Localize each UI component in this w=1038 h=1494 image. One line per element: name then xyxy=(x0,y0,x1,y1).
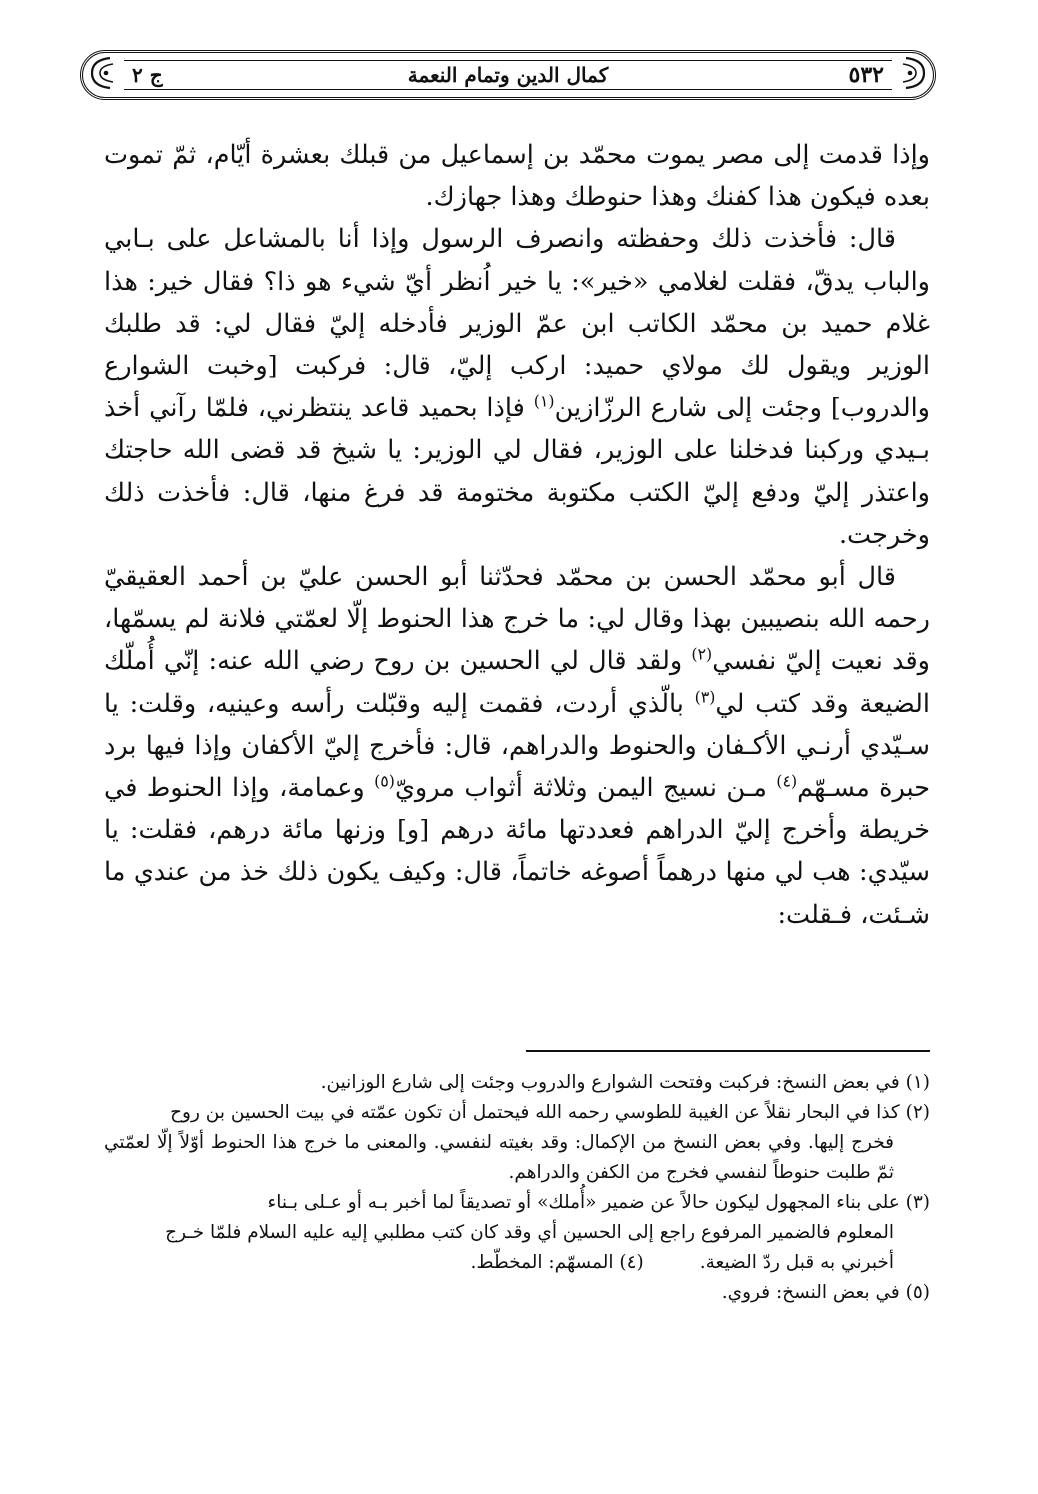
footnote-text: (٣) على بناء المجهول ليكون حالاً عن ضمير «أُملك» أو تصديقاً لما أخبر بـه أو عـلى بـناء xyxy=(267,1192,930,1213)
footnote-line: أوّلاً إلّا لعمّتي ثمّ طلبت حنوطاً لنفسي فخرج من الكفن والدراهم. xyxy=(104,1132,894,1183)
footnote-ref: (٣) xyxy=(694,687,716,707)
text-line: غلام حميد بن محمّد الكاتب ابن عمّ الوزير فأدخله إليّ فقال لي: قد طلبك الوزير xyxy=(104,308,931,382)
text-line: وركبنا فدخلنا على الوزير، فقال لي الوزير: يا شيخ قد قضى الله حاجتك واعتذر xyxy=(104,435,930,508)
text-line: وعمامة، وإذا الحنوط في خريطة وأخرج إليّ xyxy=(104,773,930,846)
footnote xyxy=(104,1188,930,1248)
text-line: نسيج اليمن وثلاثة أثواب مرويّ xyxy=(394,773,717,804)
footnotes xyxy=(104,1068,930,1308)
footnote-ref: (٥) xyxy=(374,771,395,791)
volume-label: ج ٢ xyxy=(132,63,163,87)
footnote-text: (٢) كذا في البحار نقلاً عن الغيبة للطوسي رحمه الله فيحتمل أن تكون عمّته في بيت الحسين بن روح xyxy=(170,1102,930,1123)
footnote xyxy=(104,1278,930,1308)
footnote-text xyxy=(104,1128,930,1188)
text-line: وإذا قدمت إلى مصر يموت محمّد بن إسماعيل من قبلك بعشرة أيّام، ثمّ تموت xyxy=(104,140,930,170)
text-line: درهماً أصوغه خاتماً، قال: وكيف يكون ذلك خذ من عندي ما شـئت، فـقلت: xyxy=(104,857,930,930)
text-line: إليّ نفسي xyxy=(712,646,822,677)
footnote-ref: (٤) xyxy=(776,771,798,791)
text-line: ويقول لك مولاي حميد: اركب إليّ، قال: فركبت [وخبت الشوارع والدروب] xyxy=(104,351,930,424)
text-line: الدراهم فعددتها مائة درهم [و] وزنها مائة درهم، فقلت: يا سيّدي: هب لي منها xyxy=(104,815,930,888)
text-line: مـن xyxy=(726,773,777,804)
text-line: بعده فيكون هذا كفنك وهذا حنوطك وهذا جهازك. xyxy=(425,182,930,213)
text-line: قال أبو محمّد الحسن بن محمّد فحدّثنا أبو الحسن عليّ بن أحمد العقيقيّ رحمه الله xyxy=(104,562,930,635)
paragraph xyxy=(104,218,930,556)
text-line: والحنوط والدراهم، قال: فأخرج إليّ الأكفان وإذا فيها برد حبرة مسـهّم xyxy=(104,730,930,804)
footnote-row xyxy=(104,1248,930,1278)
footnote-text: (٥) في بعض النسخ: فروي. xyxy=(721,1282,930,1303)
footnote-ref: (١) xyxy=(533,391,555,411)
text-line: ولقد قال لي الحسين بن روح رضي الله عنه: إنّي أُملّك الضيعة وقد كتب لي xyxy=(104,646,930,719)
footnote-text: أخبرني به قبل ردّ الضيعة. xyxy=(699,1252,894,1273)
footnote xyxy=(104,1068,930,1098)
text-line: بنصيبين بهذا وقال لي: ما خرج هذا الحنوط إلّا لعمّتي فلانة لم يسمّها، وقد نعيت xyxy=(104,604,930,677)
text-line: قال: فأخذت ذلك وحفظته وانصرف الرسول وإذا أنا بالمشاعل على بـابي xyxy=(104,224,896,255)
text-line: والباب يدقّ، فقلت لغلامي «خير»: يا خير اُنظر أيّ شيء هو ذا؟ فقال خير: هذا xyxy=(104,266,930,297)
footnote-separator xyxy=(526,1050,930,1052)
paragraph xyxy=(104,134,930,218)
footnote-text: (٤) المسهّم: المخطّط. xyxy=(470,1252,644,1273)
page-number: ٥٣٢ xyxy=(848,62,884,88)
text-line: فإذا بحميد قاعد ينتظرني، فلمّا رآني أخذ بـيدي xyxy=(104,393,931,466)
footnote-text: المعلوم فالضمير المرفوع راجع إلى الحسين أي وقد كان كتب مطلبي إليه عليه السلام فلمّا خـرج xyxy=(165,1222,894,1243)
page-header xyxy=(80,50,936,100)
footnote xyxy=(104,1098,930,1188)
text-line: إليّ ودفع إليّ الكتب مكتوبة مختومة قد فرغ منها، قال: فأخذت ذلك وخرجت. xyxy=(104,477,930,550)
main-text xyxy=(104,134,930,936)
footnote-ref: (٢) xyxy=(691,644,713,664)
footnote-line: فخرج إليها. وفي بعض النسخ من الإكمال: وقد بغيته لنفسي. والمعنى ما خرج هذا الحنوط xyxy=(210,1132,894,1153)
running-title: كمال الدين وتمام النعمة xyxy=(407,63,609,87)
text-line: وجئت إلى شارع الرزّازين xyxy=(554,393,822,424)
paragraph xyxy=(104,556,930,936)
footnote-text: (١) في بعض النسخ: فركبت وفتحت الشوارع والدروب وجئت إلى شارع الوزانين. xyxy=(320,1072,930,1093)
text-line: بالّذي أردت، فقمت إليه وقبّلت رأسه وعينيه، وقلت: يا سـيّدي أرنـي الأكـفان xyxy=(104,688,930,761)
